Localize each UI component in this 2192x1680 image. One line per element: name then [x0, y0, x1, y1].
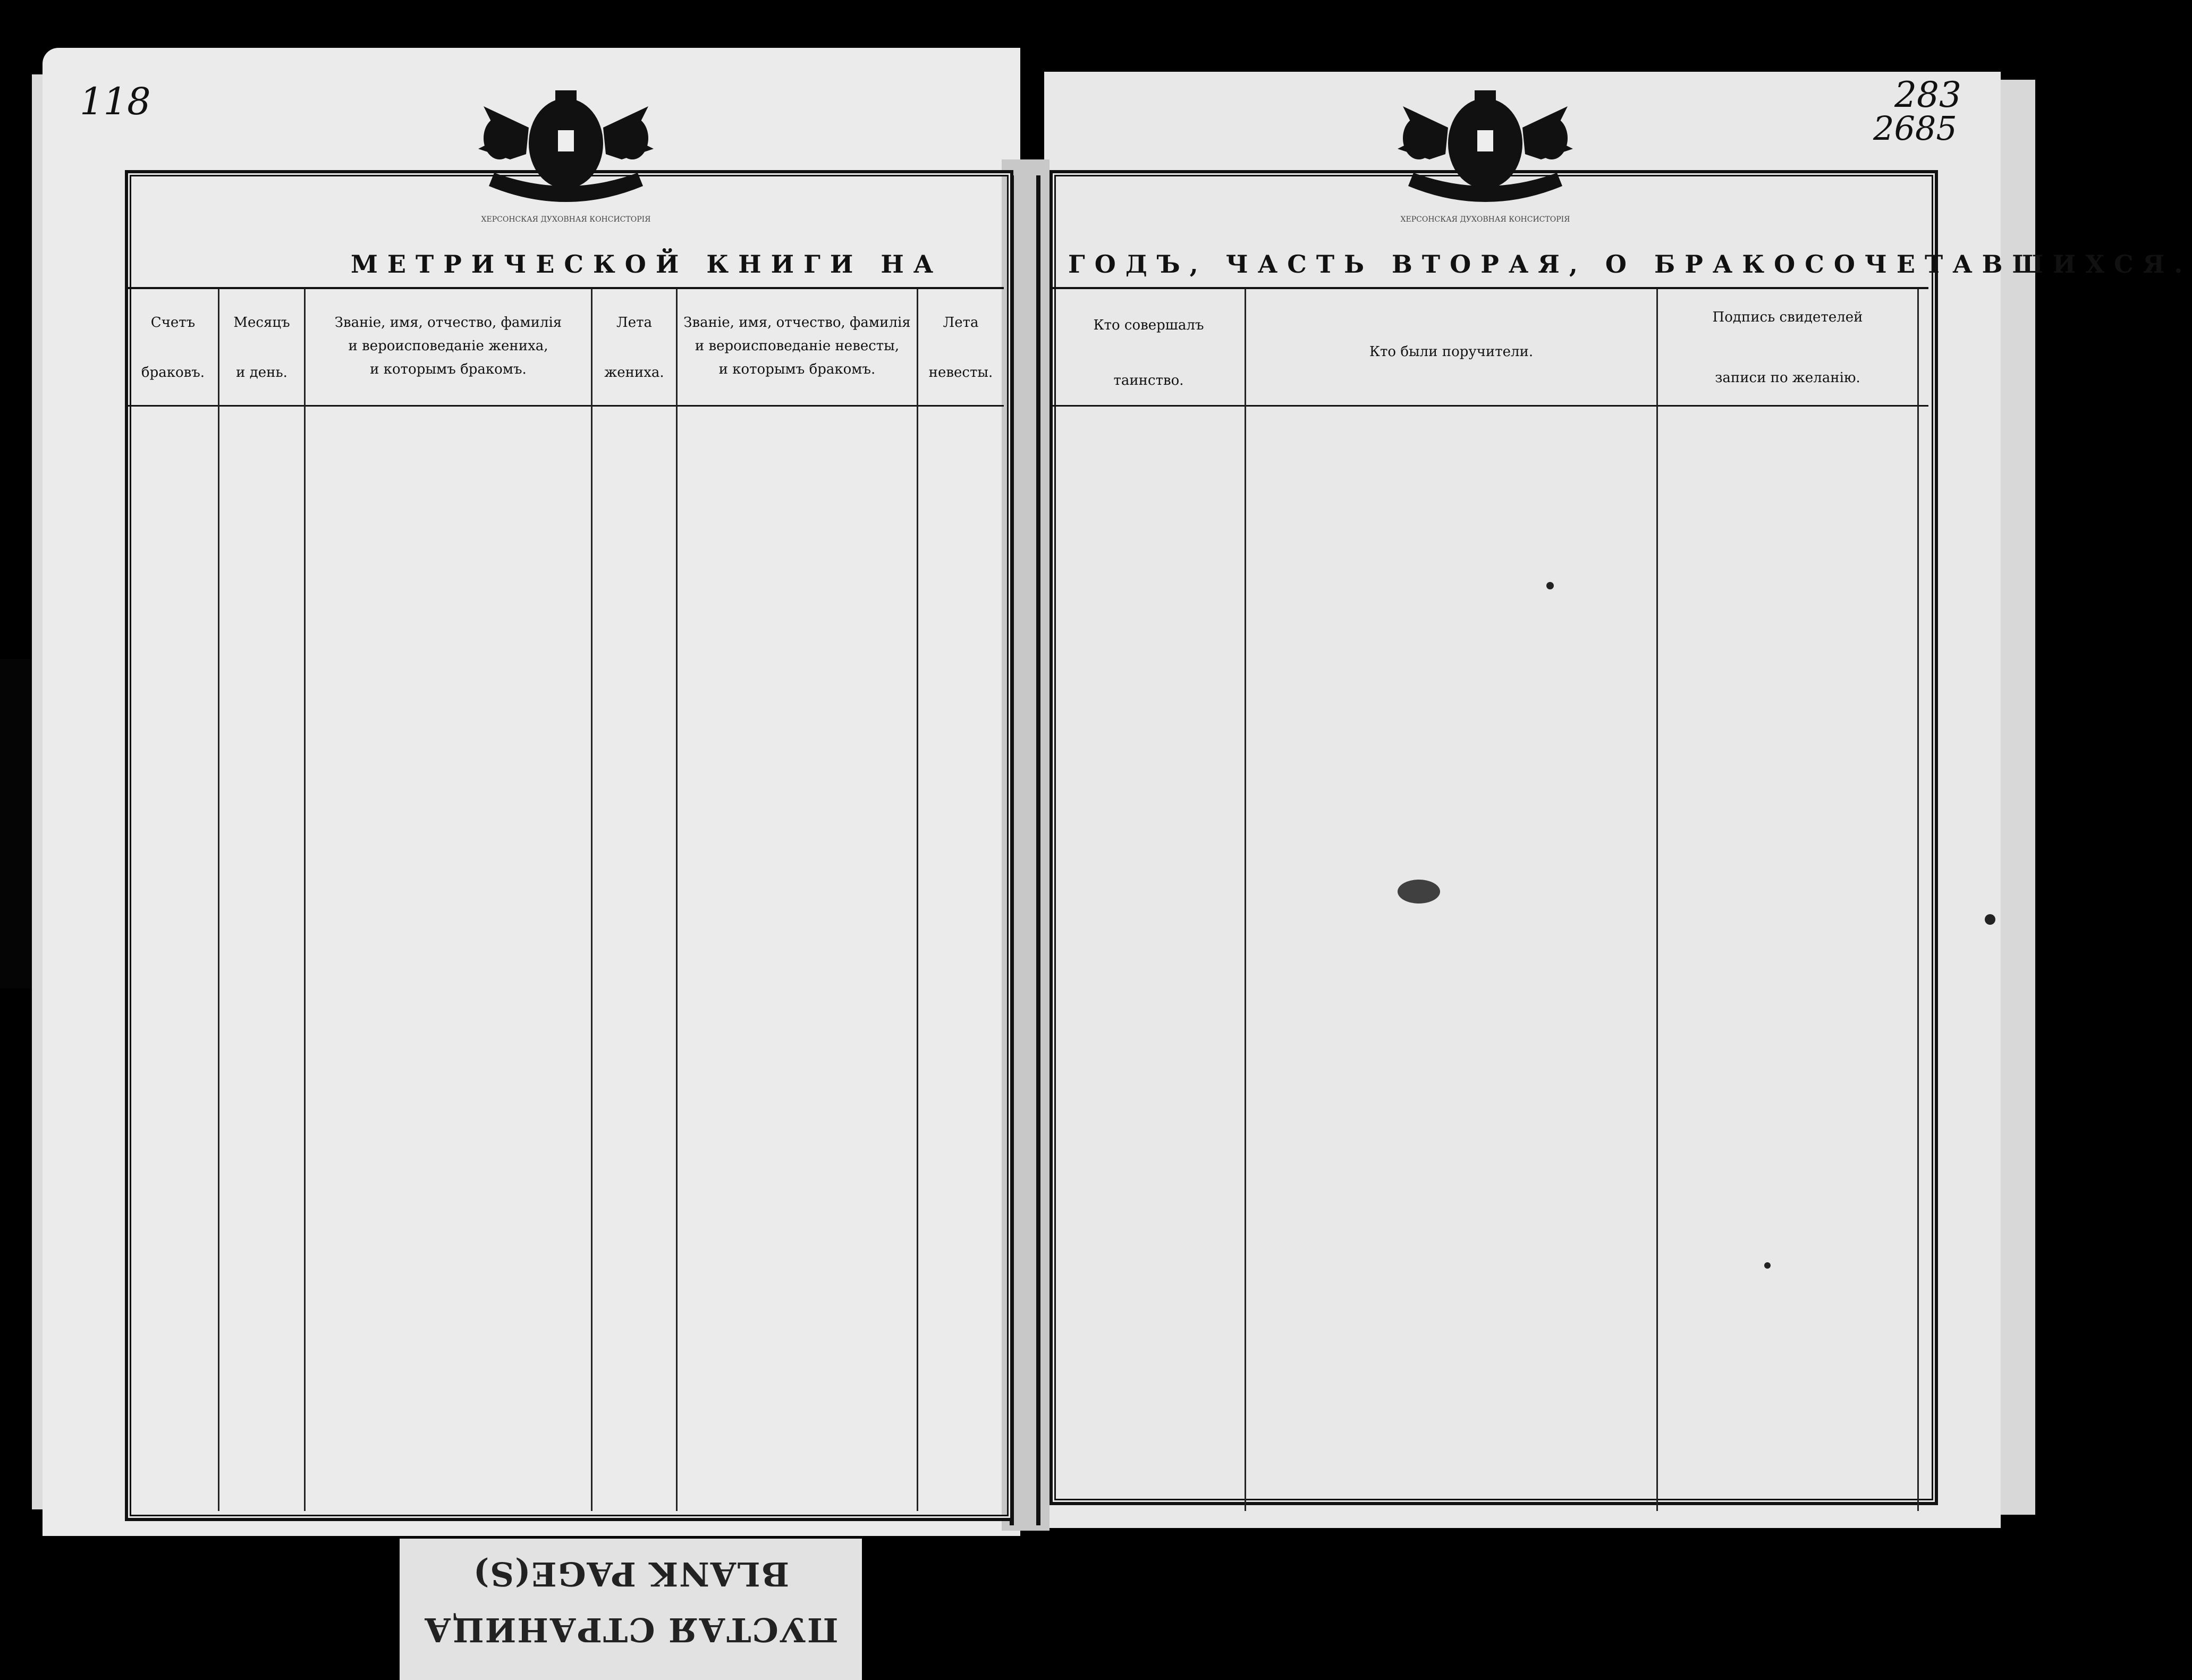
stamp-text-russian: ПУСТАЯ СТРАНИЦА — [423, 1610, 839, 1649]
column-line — [1245, 289, 1246, 1511]
column-line — [218, 289, 219, 1511]
header-groom: Званіе, имя, отчество, фамилія и вероисповеданіе жениха, и которымъ бракомъ. — [334, 315, 562, 377]
column-line — [1656, 289, 1658, 1511]
title-left: МЕТРИЧЕСКОЙ КНИГИ НА — [351, 250, 943, 278]
header-bride: Званіе, имя, отчество, фамилія и вероисповеданіе невесты, и которымъ бракомъ. — [683, 315, 911, 377]
handwritten-page-number-right: 283 — [1894, 74, 1961, 115]
header-bride-age: Лета невесты. — [928, 315, 993, 381]
imperial-eagle-emblem-left — [468, 80, 664, 213]
header-sponsors: Кто были поручители. — [1369, 344, 1534, 360]
title-divider-right — [1053, 287, 1928, 289]
header-divider-right — [1053, 405, 1928, 407]
header-officiant: Кто совершалъ таинство. — [1093, 317, 1204, 389]
column-line — [304, 289, 306, 1511]
title-divider-left — [128, 287, 1004, 289]
spine-line-right — [1036, 175, 1040, 1525]
column-line — [591, 289, 593, 1511]
column-line — [1917, 289, 1919, 1511]
column-line — [917, 289, 918, 1511]
header-witness-signatures: Подпись свидетелей записи по желанію. — [1712, 309, 1863, 386]
column-line — [676, 289, 678, 1511]
handwritten-archive-number: 2685 — [1873, 109, 1957, 148]
imperial-eagle-emblem-right — [1387, 80, 1584, 213]
right-page-stack-edge — [1998, 80, 2035, 1515]
title-right: ГОДЪ, ЧАСТЬ ВТОРАЯ, О БРАКОСОЧЕТАВШИХСЯ. — [1068, 250, 2192, 278]
header-month-day: Месяцъ и день. — [233, 315, 290, 381]
ink-blot — [1398, 880, 1440, 904]
handwritten-page-number-left: 118 — [80, 80, 151, 123]
ink-speck — [1764, 1262, 1771, 1269]
ink-speck — [1546, 582, 1554, 589]
emblem-ribbon-text-left: ХЕРСОНСКАЯ ДУХОВНАЯ КОНСИСТОРІЯ — [481, 215, 651, 224]
ink-speck — [1985, 914, 1995, 925]
header-divider-left — [128, 405, 1004, 407]
blank-page-stamp — [400, 1539, 862, 1680]
stamp-text-english: BLANK PAGE(S) — [472, 1555, 790, 1593]
header-groom-age: Лета жениха. — [604, 315, 664, 381]
emblem-ribbon-text-right: ХЕРСОНСКАЯ ДУХОВНАЯ КОНСИСТОРІЯ — [1400, 215, 1570, 224]
header-marriage-count: Счетъ браковъ. — [141, 315, 205, 381]
